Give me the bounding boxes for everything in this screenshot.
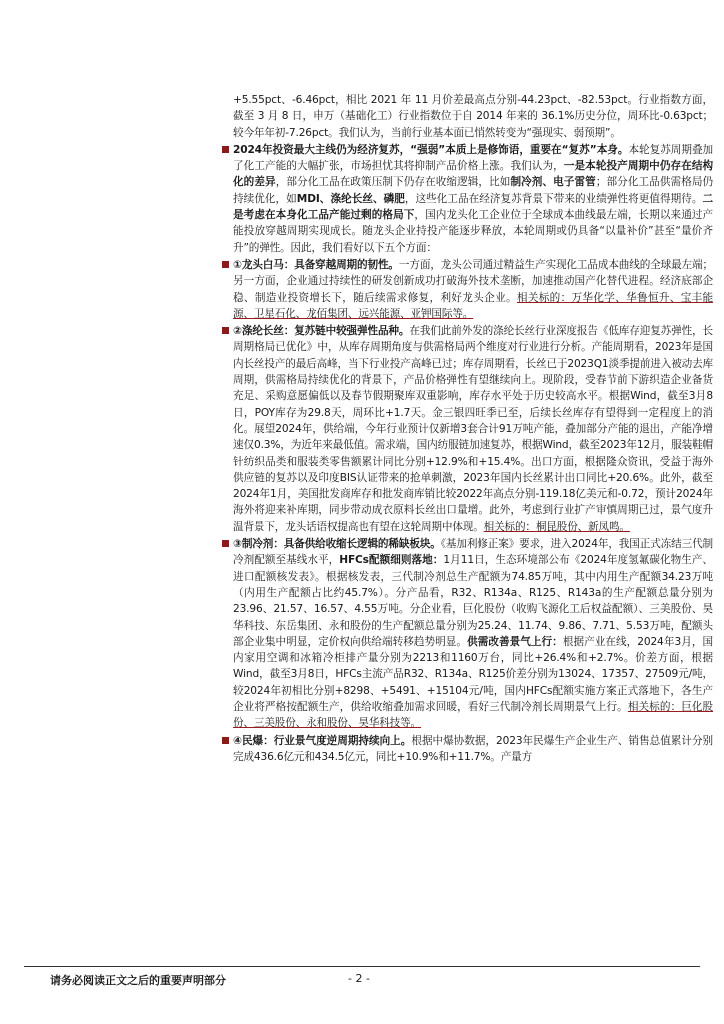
bullet-paragraph <box>221 536 713 732</box>
bold-text: 2024年投资最大主线仍为经济复苏，“强弱”本质上是修饰语，重要在“复苏”本身。 <box>233 143 629 156</box>
bold-text: 供需改善景气上行： <box>467 635 563 648</box>
related-stocks-text: 相关标的：万华化学、华鲁恒升、宝丰能源、卫星石化、龙佰集团、远兴能源、亚钾国际等。 <box>233 291 713 320</box>
bullet-paragraph <box>221 323 713 535</box>
text-run: ，这些化工品在经济复苏背景下带来的业绩弹性将更值得期待。 <box>404 192 703 205</box>
bold-text: ①龙头白马：具备穿越周期的韧性。 <box>233 258 399 271</box>
related-stocks-text: 相关标的：桐昆股份、新凤鸣。 <box>483 520 630 533</box>
bold-text: MDI、涤纶长丝、磷肥 <box>296 192 405 205</box>
text-run: 在我们此前外发的涤纶长丝行业深度报告《低库存迎复苏弹性，长周期格局已优化》中，从库存周期角度与供需格局两个维度对行业进行分析。产能周期看，2023年是国内长丝投产的最后高峰，当下行业投产高峰已过；库存周期看，长丝已于2023Q1淡季提前进入被动去库周期，供需格局持续优化的背景下，产品价格弹性有望继续向上。现阶段，受春节前下游织造企业备货充足、采购意愿偏低以及春节假期聚库双重影响，库存水平处于历史较高水平。根据Wind，截至3月8日，POY库存为29.8天，周环比+1.7天。金三银四旺季已至，后续长丝库存有望得到一定程度上的消化。展望2024年，供给端，今年行业预计仅新增3套合计91万吨产能，叠加部分产能的退出，产能净增速仅0.3%，为近年来最低值。需求端，国内纺服链加速复苏，根据Wind，截至2023年12月，服装鞋帽针纺织品类和服装类零售额累计同比分别+12.9%和+15.4%。出口方面，根据隆众资讯，受益于海外供应链的复苏以及印度BIS认证带来的抢单刺激，2023年国内长丝累计出口同比+20.6%。此外，截至2024年1月，美国批发商库存和批发商库销比较2022年高点分别-119.18亿美元和-0.72，预计2024年海外将迎来补库期，同步带动成衣原料长丝出口量增。此外，考虑到行业扩产审慎周期已过，景气度升温背景下，龙头话语权提高也有望在这轮周期中体现。 <box>233 325 713 533</box>
text-run: ，国内龙头化工企业位于全球成本曲线最左端，长期以来通过产能投放穿越周期实现成长。随龙头企业持投产能逐步释放，本轮周期或仍具备“以量补价”甚至“量价齐升”的弹性。因此，我们看好以下五个方面： <box>233 209 713 254</box>
bold-text: 制冷剂、电子雷管 <box>510 176 596 189</box>
text-run: +5.55pct、-6.46pct，相比 2021 年 11 月价差最高点分别-44.23pct、-82.53pct。行业指数方面，截至 3 月 8 日，申万（基础化工）行业指数位于自 2014 年来的 36.1%历史分位，周环比-0.63pct；较今年年初-7.26pct。我们认为，当前行业基本面已悄然转变为“强现实、弱预期”。 <box>233 94 713 139</box>
text-run: 1月11日，生态环境部公布《2024年度氢氟碳化物生产、进口配额核发表》。根据核发表，三代制冷剂总生产配额为74.85万吨，其中内用生产配额34.23万吨（内用生产配额占比约45.7%）。分产品看，R32、R134a、R125、R143a的生产配额总量分别为23.96、21.57、16.57、4.55万吨。分企业看，巨化股份（收购飞源化工后权益配额）、三美股份、昊华科技、东岳集团、永和股份的生产配额总量分别为25.24、11.74、9.86、7.71、5.53万吨，配额头部企业集中明显，定价权向供给端转移趋势明显。 <box>233 554 713 648</box>
bullet-paragraph <box>221 733 713 766</box>
bullet-paragraph <box>221 257 713 322</box>
bold-text: 一是本轮投产周期中仍存在结构化的差异 <box>233 160 713 189</box>
square-bullet-icon <box>222 540 229 547</box>
footer-disclaimer: 请务必阅读正文之后的重要声明部分 <box>50 974 226 987</box>
text-run: 一方面，龙头公司通过精益生产实现化工品成本曲线的全球最左端；另一方面，企业通过持续性的研发创新成功打破海外技术垄断，加速推动国产化替代进程。经济底部企稳、制造业投资增长下，随后续需求修复，利好龙头企业。 <box>233 258 713 304</box>
paragraph <box>221 92 713 141</box>
text-run: 本轮复苏周期叠加了化工产能的大幅扩张，市场担忧其将抑制产品价格上涨。我们认为， <box>233 143 713 173</box>
report-body <box>221 92 713 766</box>
bold-text: HFCs配额细则落地： <box>339 554 444 567</box>
footer-divider <box>24 966 700 967</box>
bold-text: ②涤纶长丝：复苏链中较强弹性品种。 <box>233 325 410 338</box>
bold-text: 二是考虑在本身化工品产能过剩的格局下 <box>233 192 713 222</box>
square-bullet-icon <box>222 261 229 268</box>
text-run: 根据产业在线，2024年3月，国内家用空调和冰箱冷柜排产量分别为2213和1160万台，同比+26.4%和+2.7%。价差方面，根据Wind，截至3月8日，HFCs主流产品R32、R134a、R125价差分别为13024、17357、27509元/吨，较2024年初相比分别+8298、+5491、+15104元/吨，国内HFCs配额实施方案正式落地下，各生产企业将严格按配额生产，供给收缩叠加需求回暖，看好三代制冷剂长周期景气上行。 <box>233 635 713 713</box>
square-bullet-icon <box>222 327 229 334</box>
page-number: - 2 - <box>348 972 370 985</box>
square-bullet-icon <box>222 146 229 153</box>
bold-text: ③制冷剂：具备供给收缩长逻辑的稀缺板块。 <box>233 538 441 551</box>
text-run: 根据中爆协数据，2023年民爆生产企业生产、销售总值累计分别完成436.6亿元和434.5亿元，同比+10.9%和+11.7%。产量方 <box>233 734 713 763</box>
bold-text: ④民爆：行业景气度逆周期持续向上。 <box>233 734 412 747</box>
related-stocks-text: 相关标的：巨化股份、三美股份、永和股份、昊华科技等。 <box>233 700 713 730</box>
square-bullet-icon <box>222 737 229 744</box>
text-run: 《基加利修正案》要求，进入2024年，我国正式冻结三代制冷剂配额至基线水平， <box>233 538 713 567</box>
bullet-paragraph <box>221 142 713 256</box>
text-run: ；部分化工品供需格局仍持续优化，如 <box>233 176 713 205</box>
text-run: ，部分化工品在政策压制下仍存在收缩逻辑，比如 <box>275 176 511 189</box>
